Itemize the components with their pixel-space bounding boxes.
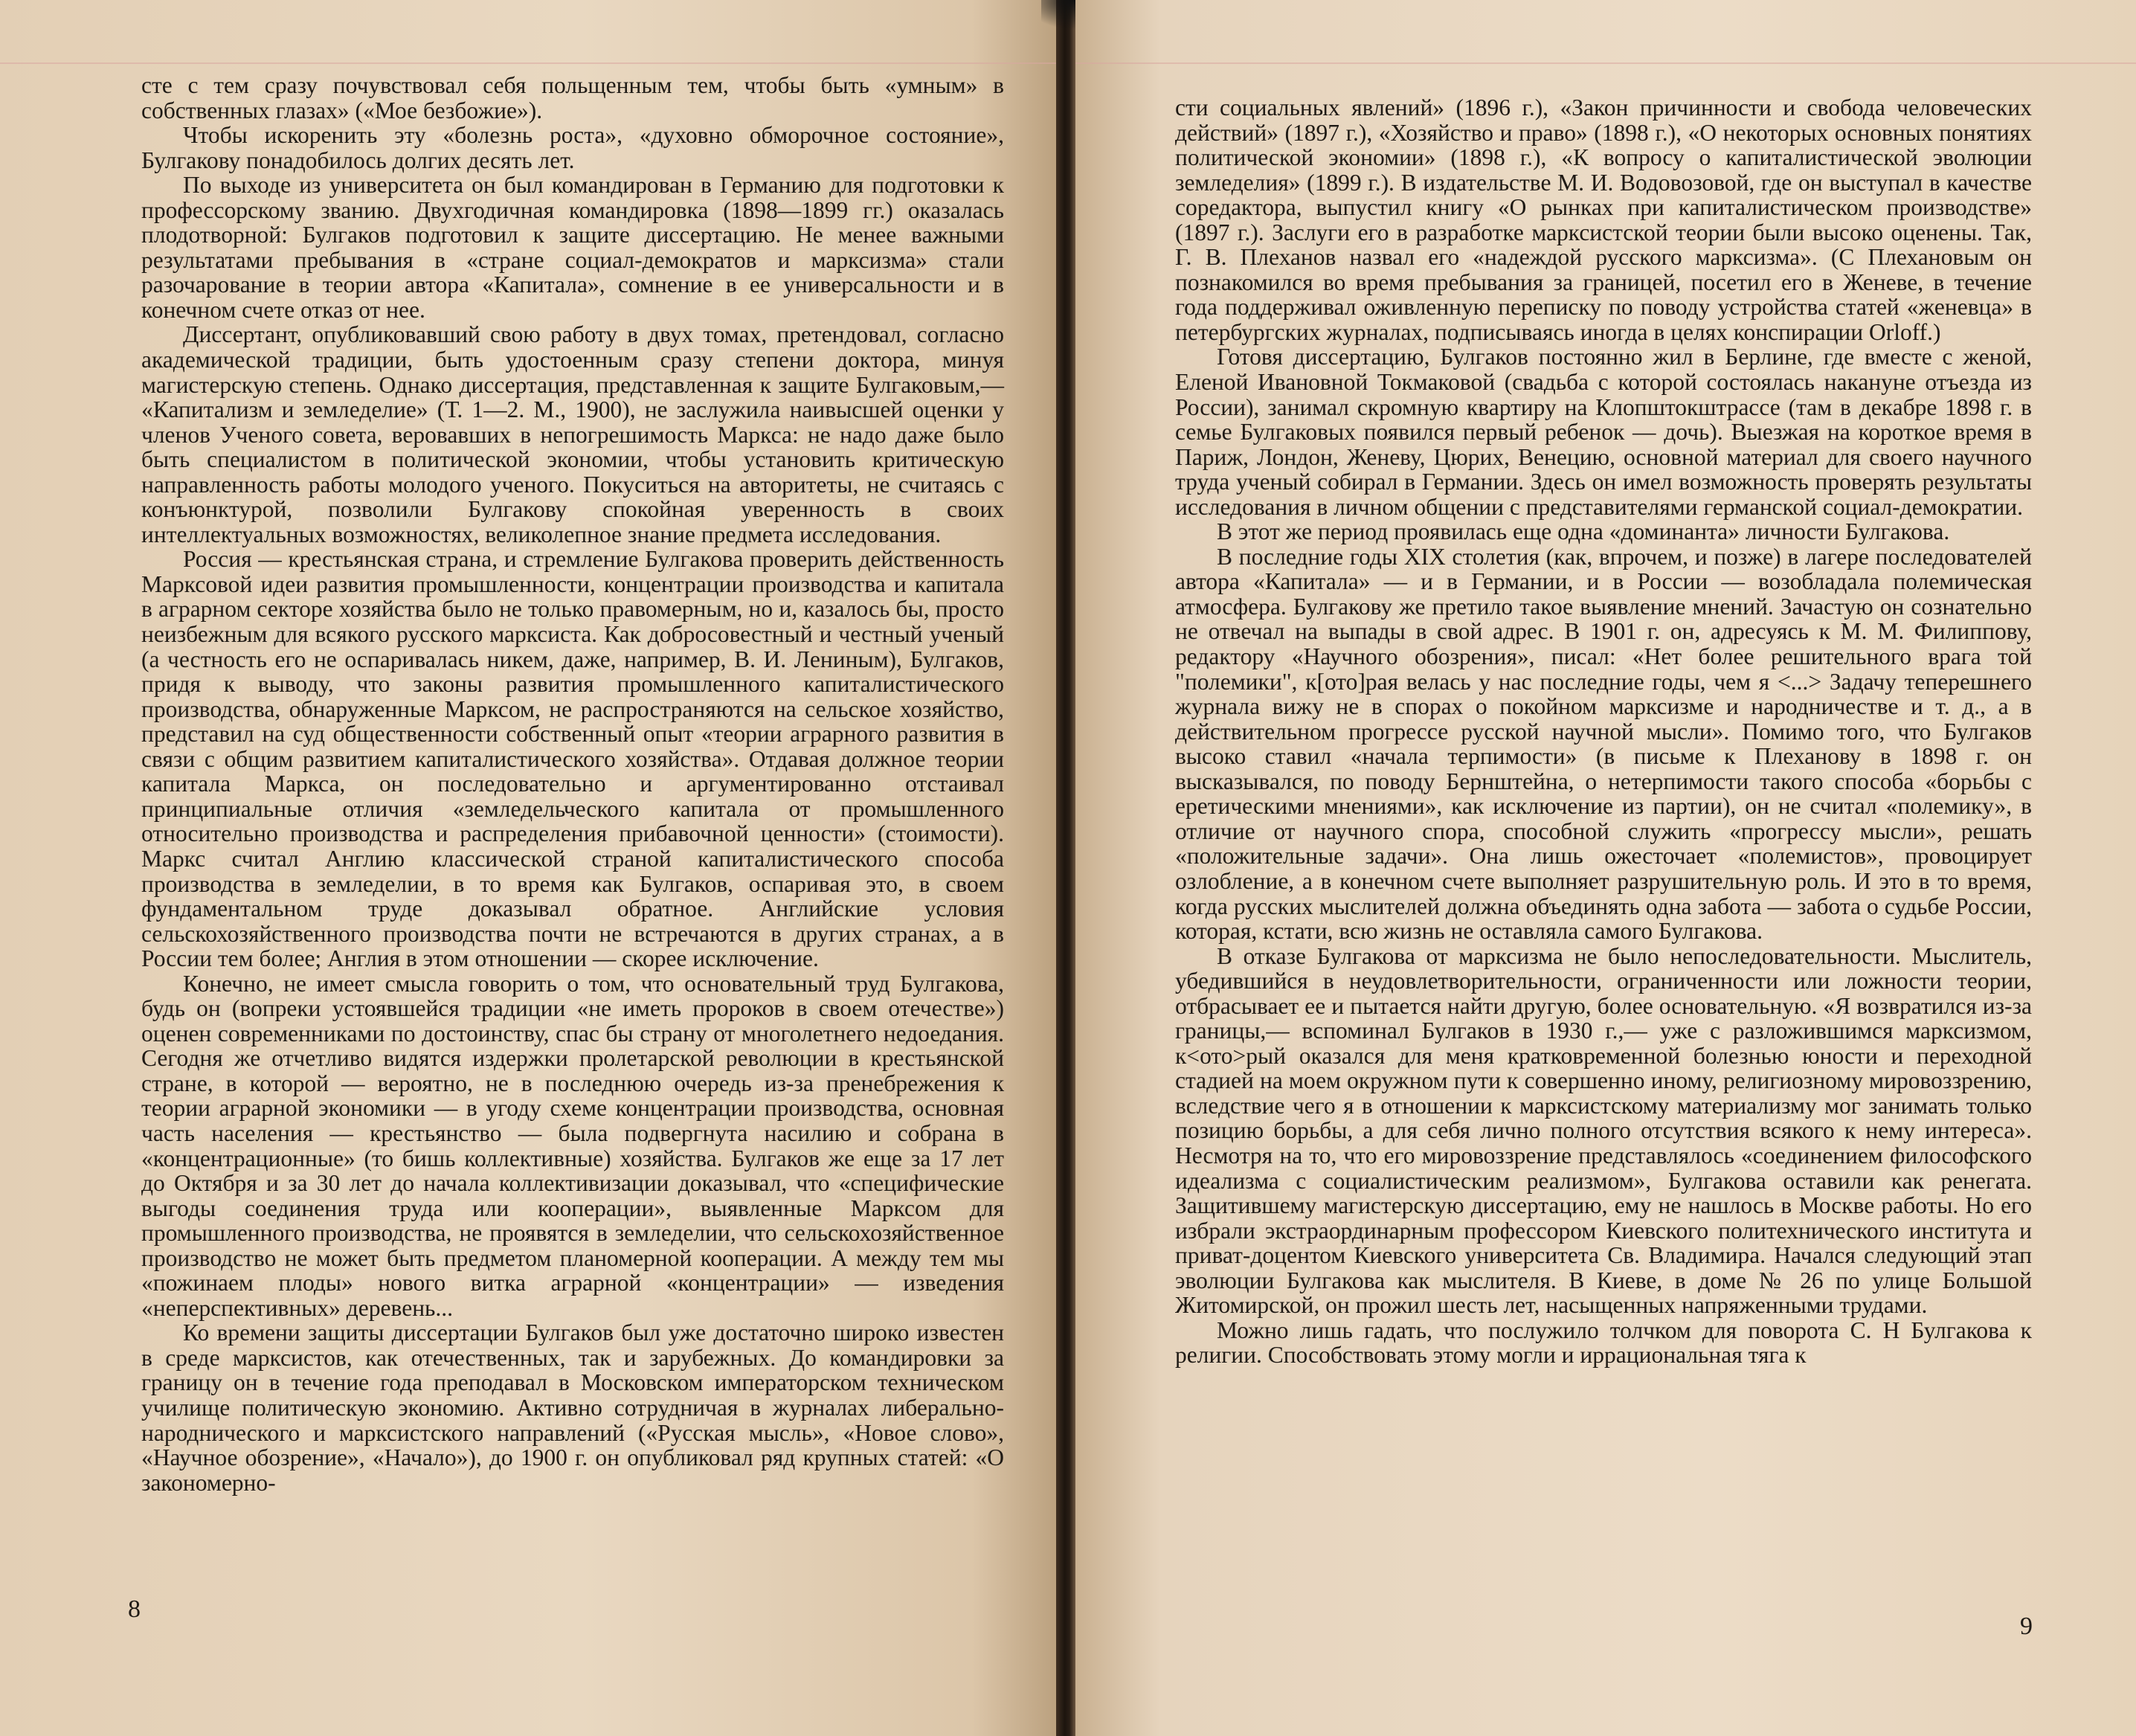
right-paragraph-3: В этот же период проявилась еще одна «доминанта» личности Булгакова. [1217, 518, 1950, 545]
left-paragraph-7: Ко времени защиты диссертации Булгаков был уже достаточно широко известен в среде марксистов, как отечественных, так и зарубежных. До командировки за границу он в течение года преподавал в Московском императорском техническом училище политическую экономию. Активно сотрудничая в журналах либерально-народнического и марксистского направлений («Русская мысль», «Новое слово», «Научное обозрение», «Начало»), до 1900 г. он опубликовал ряд крупных статей: «О закономерно- [141, 1319, 1004, 1496]
book-gutter [1056, 0, 1075, 1736]
left-page-number: 8 [128, 1595, 141, 1623]
left-paragraph-2: Чтобы искоренить эту «болезнь роста», «духовно обморочное состояние», Булгакову понадобилось долгих десять лет. [141, 122, 1004, 173]
right-paragraph-4: В последние годы XIX столетия (как, впрочем, и позже) в лагере последователей автора «Капитала» — и в Германии, и в России — возобладала полемическая атмосфера. Булгакову же претило такое выявление мнений. Зачастую он сознательно не отвечал на выпады в свой адрес. В 1901 г. он, адресуясь к М. М. Филиппову, редактору «Научного обозрения», писал: «Нет более решительного врага той "полемики", к[ото]рая велась у нас последние годы, чем я <...> Задачу теперешнего журнала вижу не в спорах о покойном марксизме и народничестве и т. д., а в действительном прогрессе русской научной мысли». Помимо того, что Булгаков высоко ставил «начала терпимости» (в письме к Плеханову в 1898 г. он высказывался, по поводу Бернштейна, о нетерпимости такого способа «борьбы с еретическими мнениями», как исключение из партии), он не считал «полемику», в отличие от научного спора, способной служить «прогрессу мысли», решать «положительные задачи». Она лишь ожесточает «полемистов», провоцирует озлобление, а в конечном счете выполняет разрушительную роль. И это в то время, когда русских мыслителей должна объединять одна забота — забота о судьбе России, которая, кстати, всю жизнь не оставляла самого Булгакова. [1175, 543, 2032, 945]
right-paragraph-1: сти социальных явлений» (1896 г.), «Закон причинности и свобода человеческих действий» (1897 г.), «Хозяйство и право» (1898 г.), «О некоторых основных понятиях политической экономии» (1898 г.), «К вопросу о капиталистической эволюции земледелия» (1899 г.). В издательстве М. И. Водовозовой, где он выступал в качестве соредактора, выпустил книгу «О рынках при капиталистическом производстве» (1897 г.). Заслуги его в разработке марксистской теории были высоко оценены. Так, Г. В. Плеханов назвал его «надеждой русского марксизма». (С Плехановым он познакомился во время пребывания за границей, посетил его в Женеве, в течение года поддерживал оживленную переписку по поводу устройства статей «женевца» в петербургских журналах, подписываясь иногда в целях конспирации Orloff.) [1175, 94, 2032, 345]
right-paragraph-5: В отказе Булгакова от марксизма не было непоследовательности. Мыслитель, убедившийся в неудовлетворительности, ограниченности или ложности теории, отбрасывает ее и пытается найти другую, более основательную. «Я возвратился из-за границы,— вспоминал Булгаков в 1930 г.,— уже с разложившимся марксизмом, к<ото>рый оказался для меня кратковременной болезнью юности и переходной стадией на моем окружном пути к совершенно иному, религиозному мировоззрению, вследствие чего я в отношении к марксистскому материализму мог занимать только позицию борьбы, а для себя лично полного отсутствия всякого к нему интереса». Несмотря на то, что его мировоззрение представлялось «соединением философского идеализма с социалистическим реализмом», Булгакова оставили как ренегата. Защитившему магистерскую диссертацию, ему не нашлось в Москве работы. Но его избрали экстраординарным профессором Киевского политехнического института и приват-доцентом Киевского университета Св. Владимира. Начался следующий этап эволюции Булгакова как мыслителя. В Киеве, в доме № 26 по улице Большой Житомирской, он прожил шесть лет, насыщенных напряженными трудами. [1175, 942, 2032, 1319]
right-paragraph-6: Можно лишь гадать, что послужило толчком для поворота С. Н Булгакова к религии. Способствовать этому могли и иррациональная тяга к [1175, 1317, 2032, 1369]
left-page-top-rule [0, 62, 1056, 64]
right-paragraph-2: Готовя диссертацию, Булгаков постоянно жил в Берлине, где вместе с женой, Еленой Ивановной Токмаковой (свадьба с которой состоялась накануне отъезда из России), занимал скромную квартиру на Клопштокштрассе (там в декабре 1898 г. в семье Булгаковых появился первый ребенок — дочь). Выезжая на короткое время в Париж, Лондон, Женеву, Цюрих, Венецию, основной материал для своего научного труда ученый собирал в Германии. Здесь он имел возможность проверять результаты исследования в личном общении с представителями германской социал-демократии. [1175, 344, 2032, 520]
right-page-number: 9 [2020, 1613, 2033, 1640]
left-paragraph-1: сте с тем сразу почувствовал себя польщенным тем, чтобы быть «умным» в собственных глазах» («Мое безбожие»). [141, 72, 1004, 123]
left-paragraph-4: Диссертант, опубликовавший свою работу в двух томах, претендовал, согласно академической традиции, быть удостоенным сразу степени доктора, минуя магистерскую степень. Однако диссертация, представленная к защите Булгаковым,— «Капитализм и земледелие» (Т. 1—2. М., 1900), не заслужила наивысшей оценки у членов Ученого совета, веровавших в непогрешимость Маркса: не надо даже было быть специалистом в политической экономии, чтобы установить критическую направленность работы молодого ученого. Покуситься на авторитеты, не считаясь с конъюнктурой, позволили Булгакову спокойная уверенность в своих интеллектуальных возможностях, великолепное знание предмета исследования. [141, 321, 1004, 547]
right-page-text [1175, 95, 2032, 1368]
left-paragraph-5: Россия — крестьянская страна, и стремление Булгакова проверить действенность Марксовой идеи развития промышленности, концентрации производства и капитала в аграрном секторе хозяйства было не только правомерным, но и, казалось бы, просто неизбежным для всякого русского марксиста. Как добросовестный и честный ученый (а честность его не оспаривалась никем, даже, например, В. И. Лениным), Булгаков, придя к выводу, что законы развития промышленного капиталистического производства, обнаруженные Марксом, не распространяются на сельское хозяйство, представил на суд общественности собственный опыт «теории аграрного развития в связи с общим развитием капиталистического хозяйства». Отдавая должное теории капитала Маркса, он последовательно и аргументированно отстаивал принципиальные отличия «земледельческого капитала от промышленного относительно производства и распределения прибавочной ценности» (стоимости). Маркс считал Англию классической страной капиталистического способа производства в земледелии, в то время как Булгаков, оспаривая это, в своем фундаментальном труде доказывал обратное. Английские условия сельскохозяйственного производства почти не встречаются в других странах, а в России тем более; Англия в этом отношении — скорее исключение. [141, 546, 1004, 972]
right-page-top-rule [1075, 62, 2136, 64]
left-page-text [141, 73, 1004, 1495]
left-paragraph-6: Конечно, не имеет смысла говорить о том, что основательный труд Булгакова, будь он (вопреки устоявшейся традиции «не иметь пророков в своем отечестве») оценен современниками по достоинству, спас бы страну от многолетнего недоедания. Сегодня же отчетливо видятся издержки пролетарской революции в крестьянской стране, в которой — вероятно, не в последнюю очередь из-за пренебрежения к теории аграрной экономики — в угоду схеме концентрации производства, основная часть населения — крестьянство — была подвергнута насилию и собрана в «концентрационные» (то бишь коллективные) хозяйства. Булгаков же еще за 17 лет до Октября и за 30 лет до начала коллективизации доказывал, что «специфические выгоды соединения труда или кооперации», выявленные Марксом для промышленного производства, не проявятся в земледелии, что сельскохозяйственное производство не может быть предметом планомерной кооперации. А между тем мы «пожинаем плоды» нового витка аграрной «концентрации» — изведения «неперспективных» деревень... [141, 970, 1004, 1321]
left-paragraph-3: По выходе из университета он был командирован в Германию для подготовки к профессорскому званию. Двухгодичная командировка (1898—1899 гг.) оказалась плодотворной: Булгаков подготовил к защите диссертацию. Не менее важными результатами пребывания в «стране социал-демократов и марксизма» стали разочарование в теории автора «Капитала», сомнение в ее универсальности и в конечном счете отказ от нее. [141, 172, 1004, 323]
